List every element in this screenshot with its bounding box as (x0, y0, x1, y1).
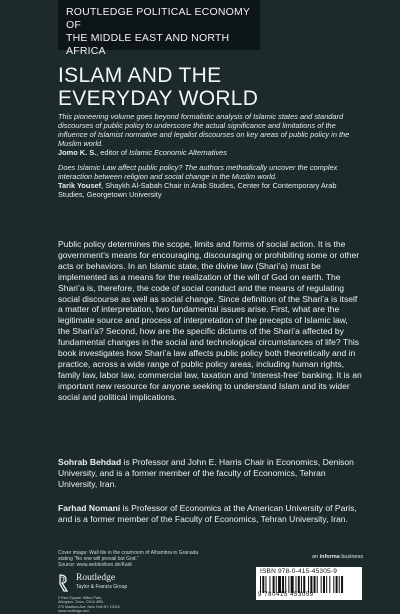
endorsement-2-affiliation: , Shaykh Al-Sabah Chair in Arab Studies, Center for Contemporary Arab Studies, Georgetown University (58, 181, 337, 199)
cover-credit-line-1: Cover image: Wall tile in the courtroom of Alhambra in Granada (58, 550, 199, 556)
cover-image-credit (58, 550, 238, 568)
author-2-bio: is Professor of Economics at the American University of Paris, and is a former member of the Faculty of Economics, Tehran University, Iran. (58, 503, 357, 524)
informa-business-note (312, 554, 363, 560)
barcode-icon (260, 576, 358, 593)
book-description: Public policy determines the scope, limits and forms of social action. It is the government’s means for encouraging, discouraging or prohibiting some or other acts or behaviors. In an Islamic state, the divine law (Shari’a) must be implemented as a means for the realization of the will of God on earth. The Shari’a is, therefore, the code of social conduct and the means of regulating social discourse as well as social change. Since definition of the Shari’a is itself a matter of interpretation, two fundamental issues arise. First, what are the legitimate source and process of interpretation of the precepts of Islamic law, the Shari’a? Second, how are the specific dictums of the Shari’a affected by fundamental changes in the social and technological circumstances of life? This book investigates how Shari’a law affects public policy both theoretically and in practice, across a wide range of public policy areas, including human rights, family law, labor law, commercial law, taxation and ‘interest-free’ banking. It is an important new resource for anyone seeking to understand Islam and its wider social and political implications. (58, 239, 362, 402)
informa-prefix: an (312, 554, 320, 560)
endorsement-1-affiliation: , editor of (96, 148, 130, 157)
routledge-logo-icon (58, 574, 72, 592)
author-1-bio: is Professor and John E. Harris Chair in Economics, Denison University, and is a former member of the faculty of Economics, Tehran University, Iran. (58, 457, 354, 489)
address-line-3: 270 Madison Ave, New York NY 10016 (58, 604, 120, 609)
series-line-1: ROUTLEDGE POLITICAL ECONOMY OF (66, 6, 250, 31)
author-bio-1 (58, 457, 362, 490)
book-title-line-2: EVERYDAY WORLD (58, 87, 259, 110)
author-1-name: Sohrab Behdad (58, 457, 122, 467)
endorsement-1-author: Jomo K. S. (58, 148, 97, 157)
cover-credit-line-2: stating “No one will prevail but God.” (58, 556, 139, 562)
publisher-subtitle: Taylor & Francis Group (76, 584, 128, 590)
isbn-label: ISBN 978-0-415-45305-9 (260, 568, 338, 575)
series-line-2: THE MIDDLE EAST AND NORTH AFRICA (66, 32, 230, 57)
cover-credit-line-3: Source: www.weblexikon.de/Kadi (58, 562, 132, 568)
address-line-1: 2 Park Square, Milton Park, (58, 596, 102, 600)
informa-brand: informa (319, 554, 340, 560)
book-title (58, 64, 358, 110)
informa-suffix: business (339, 554, 364, 560)
address-line-2: Abingdon, Oxon, OX14 4RN (58, 600, 104, 605)
endorsement-2 (58, 163, 358, 199)
barcode-number: 9 780415 453059 (258, 592, 314, 598)
series-banner (58, 0, 260, 57)
isbn-barcode-block (256, 567, 362, 600)
address-line-4: www.routledge.com (58, 609, 90, 614)
endorsement-2-author: Tarik Yousef (58, 181, 102, 190)
endorsement-1 (58, 112, 358, 157)
author-2-name: Farhad Nomani (58, 503, 121, 513)
author-bio-2 (58, 503, 362, 525)
endorsement-2-quote: Does Islamic Law affect public policy? The authors methodically uncover the complex interaction between religion and social change in the Muslim world. (58, 163, 338, 181)
endorsement-1-affiliation-title: Islamic Economic Alternatives (129, 148, 227, 157)
publisher-address (58, 596, 148, 614)
endorsement-1-quote: This pioneering volume goes beyond formalistic analysis of Islamic states and standard discourses of public policy to underscore the actual significance and limitations of the influence of Islamist normative and legalist discourses on key areas of public policy in the Muslim world. (58, 112, 350, 148)
book-title-line-1: ISLAM AND THE (58, 64, 222, 87)
publisher-name: Routledge (76, 573, 116, 583)
